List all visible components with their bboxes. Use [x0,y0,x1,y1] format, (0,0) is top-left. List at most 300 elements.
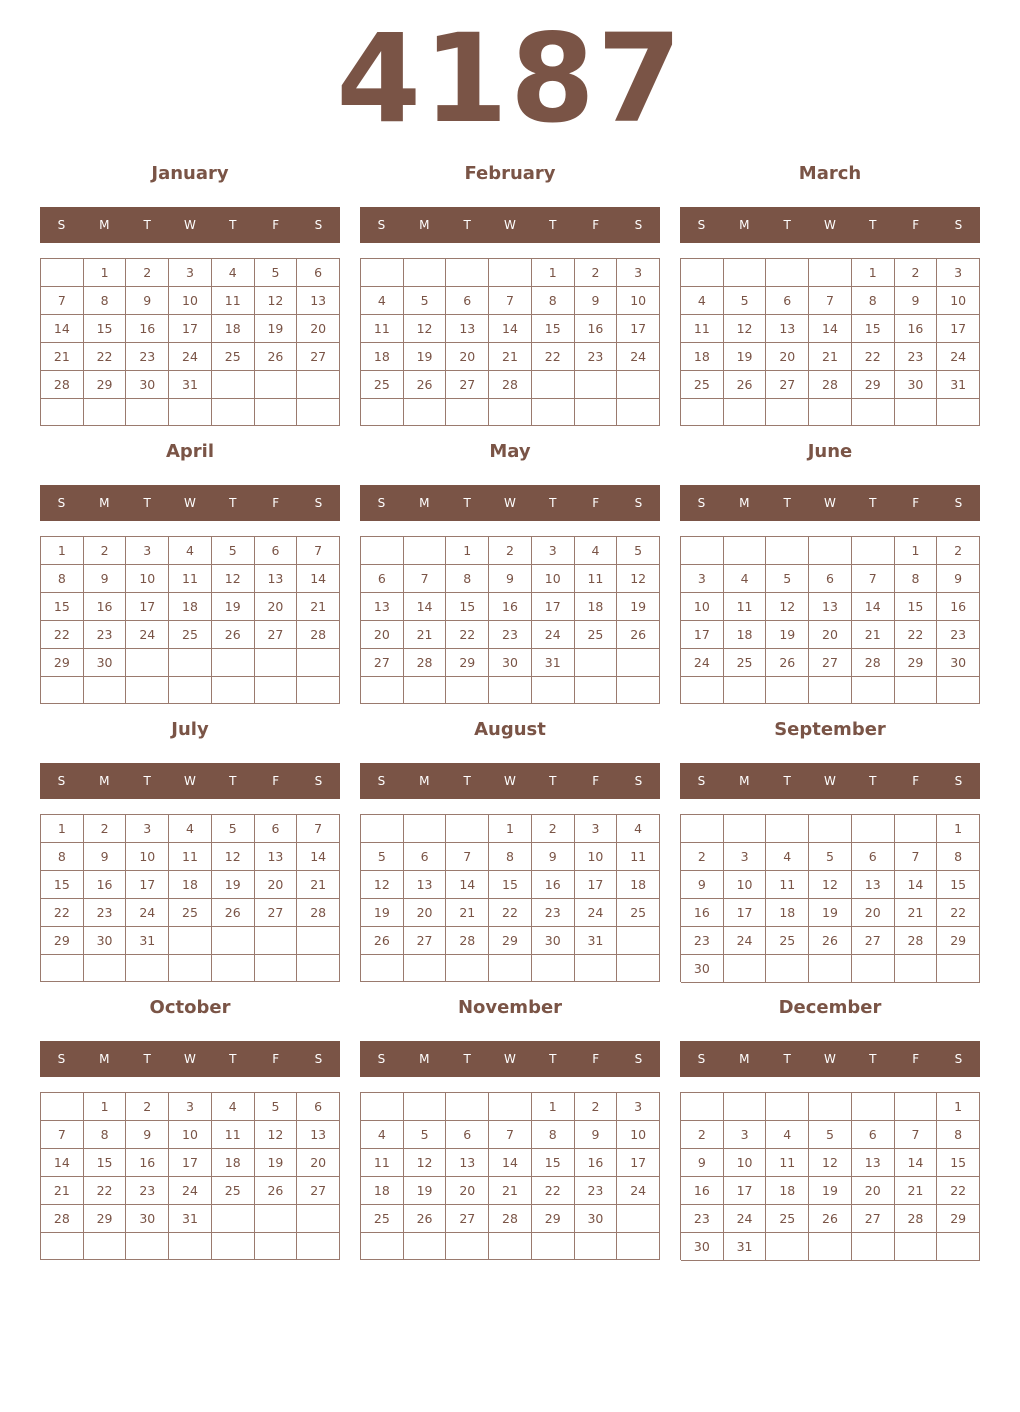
day-cell[interactable]: 24 [532,621,575,649]
day-cell[interactable]: 22 [446,621,489,649]
day-cell[interactable]: 16 [489,593,532,621]
day-cell[interactable]: 3 [575,815,618,843]
day-cell[interactable]: 23 [681,1205,724,1233]
day-cell[interactable]: 30 [126,371,169,399]
day-cell[interactable]: 15 [84,1149,127,1177]
day-cell[interactable]: 17 [937,315,980,343]
day-cell[interactable]: 24 [169,1177,212,1205]
day-cell[interactable]: 5 [404,1121,447,1149]
day-cell[interactable]: 22 [41,621,84,649]
day-cell[interactable]: 2 [84,537,127,565]
day-cell[interactable]: 28 [809,371,852,399]
day-cell[interactable]: 22 [532,1177,575,1205]
day-cell[interactable]: 13 [255,565,298,593]
day-cell[interactable]: 7 [41,287,84,315]
day-cell[interactable]: 29 [489,927,532,955]
day-cell[interactable]: 22 [895,621,938,649]
day-cell[interactable]: 17 [126,593,169,621]
day-cell[interactable]: 17 [724,1177,767,1205]
day-cell[interactable]: 16 [895,315,938,343]
day-cell[interactable]: 15 [852,315,895,343]
day-cell[interactable]: 12 [809,871,852,899]
day-cell[interactable]: 21 [446,899,489,927]
day-cell[interactable]: 10 [937,287,980,315]
day-cell[interactable]: 7 [809,287,852,315]
day-cell[interactable]: 26 [361,927,404,955]
day-cell[interactable]: 13 [809,593,852,621]
day-cell[interactable]: 8 [532,287,575,315]
day-cell[interactable]: 25 [724,649,767,677]
day-cell[interactable]: 1 [41,537,84,565]
day-cell[interactable]: 3 [169,259,212,287]
day-cell[interactable]: 24 [617,1177,660,1205]
day-cell[interactable]: 21 [297,593,340,621]
day-cell[interactable]: 30 [681,955,724,983]
day-cell[interactable]: 7 [446,843,489,871]
day-cell[interactable]: 3 [532,537,575,565]
day-cell[interactable]: 10 [575,843,618,871]
day-cell[interactable]: 27 [852,1205,895,1233]
day-cell[interactable]: 1 [446,537,489,565]
day-cell[interactable]: 1 [84,1093,127,1121]
day-cell[interactable]: 15 [937,1149,980,1177]
day-cell[interactable]: 19 [617,593,660,621]
day-cell[interactable]: 5 [255,259,298,287]
day-cell[interactable]: 26 [617,621,660,649]
day-cell[interactable]: 20 [766,343,809,371]
day-cell[interactable]: 12 [255,287,298,315]
day-cell[interactable]: 15 [895,593,938,621]
day-cell[interactable]: 25 [681,371,724,399]
day-cell[interactable]: 9 [532,843,575,871]
day-cell[interactable]: 6 [361,565,404,593]
day-cell[interactable]: 24 [617,343,660,371]
day-cell[interactable]: 16 [126,315,169,343]
day-cell[interactable]: 8 [446,565,489,593]
day-cell[interactable]: 26 [724,371,767,399]
day-cell[interactable]: 10 [724,1149,767,1177]
day-cell[interactable]: 16 [126,1149,169,1177]
day-cell[interactable]: 2 [575,1093,618,1121]
day-cell[interactable]: 20 [361,621,404,649]
day-cell[interactable]: 11 [212,1121,255,1149]
day-cell[interactable]: 20 [297,315,340,343]
day-cell[interactable]: 4 [724,565,767,593]
day-cell[interactable]: 26 [766,649,809,677]
day-cell[interactable]: 27 [297,1177,340,1205]
day-cell[interactable]: 20 [852,1177,895,1205]
day-cell[interactable]: 12 [809,1149,852,1177]
day-cell[interactable]: 21 [895,1177,938,1205]
day-cell[interactable]: 13 [446,315,489,343]
day-cell[interactable]: 11 [766,871,809,899]
day-cell[interactable]: 31 [126,927,169,955]
day-cell[interactable]: 18 [212,315,255,343]
day-cell[interactable]: 18 [212,1149,255,1177]
day-cell[interactable]: 12 [724,315,767,343]
day-cell[interactable]: 21 [41,343,84,371]
day-cell[interactable]: 3 [126,537,169,565]
day-cell[interactable]: 25 [169,899,212,927]
day-cell[interactable]: 26 [212,621,255,649]
day-cell[interactable]: 27 [852,927,895,955]
day-cell[interactable]: 1 [937,815,980,843]
day-cell[interactable]: 29 [937,1205,980,1233]
day-cell[interactable]: 22 [937,1177,980,1205]
day-cell[interactable]: 27 [361,649,404,677]
day-cell[interactable]: 16 [84,871,127,899]
day-cell[interactable]: 27 [255,621,298,649]
day-cell[interactable]: 16 [681,899,724,927]
day-cell[interactable]: 7 [489,1121,532,1149]
day-cell[interactable]: 12 [404,1149,447,1177]
day-cell[interactable]: 15 [446,593,489,621]
day-cell[interactable]: 29 [84,1205,127,1233]
day-cell[interactable]: 19 [809,1177,852,1205]
day-cell[interactable]: 19 [766,621,809,649]
day-cell[interactable]: 12 [212,843,255,871]
day-cell[interactable]: 19 [404,1177,447,1205]
day-cell[interactable]: 21 [41,1177,84,1205]
day-cell[interactable]: 6 [255,815,298,843]
day-cell[interactable]: 10 [724,871,767,899]
day-cell[interactable]: 16 [84,593,127,621]
day-cell[interactable]: 15 [937,871,980,899]
day-cell[interactable]: 27 [446,1205,489,1233]
day-cell[interactable]: 14 [404,593,447,621]
day-cell[interactable]: 8 [489,843,532,871]
day-cell[interactable]: 7 [895,843,938,871]
day-cell[interactable]: 17 [169,1149,212,1177]
day-cell[interactable]: 2 [937,537,980,565]
day-cell[interactable]: 1 [895,537,938,565]
day-cell[interactable]: 8 [84,1121,127,1149]
day-cell[interactable]: 22 [532,343,575,371]
day-cell[interactable]: 30 [532,927,575,955]
day-cell[interactable]: 30 [575,1205,618,1233]
day-cell[interactable]: 6 [809,565,852,593]
day-cell[interactable]: 1 [84,259,127,287]
day-cell[interactable]: 24 [681,649,724,677]
day-cell[interactable]: 31 [532,649,575,677]
day-cell[interactable]: 26 [404,371,447,399]
day-cell[interactable]: 24 [575,899,618,927]
day-cell[interactable]: 11 [681,315,724,343]
day-cell[interactable]: 19 [809,899,852,927]
day-cell[interactable]: 6 [404,843,447,871]
day-cell[interactable]: 25 [212,1177,255,1205]
day-cell[interactable]: 5 [617,537,660,565]
day-cell[interactable]: 30 [937,649,980,677]
day-cell[interactable]: 25 [361,371,404,399]
day-cell[interactable]: 6 [446,287,489,315]
day-cell[interactable]: 5 [212,815,255,843]
day-cell[interactable]: 12 [361,871,404,899]
day-cell[interactable]: 13 [446,1149,489,1177]
day-cell[interactable]: 9 [126,1121,169,1149]
day-cell[interactable]: 22 [41,899,84,927]
day-cell[interactable]: 24 [937,343,980,371]
day-cell[interactable]: 23 [937,621,980,649]
day-cell[interactable]: 6 [852,1121,895,1149]
day-cell[interactable]: 2 [895,259,938,287]
day-cell[interactable]: 1 [489,815,532,843]
day-cell[interactable]: 28 [41,371,84,399]
day-cell[interactable]: 11 [169,843,212,871]
day-cell[interactable]: 2 [575,259,618,287]
day-cell[interactable]: 17 [617,315,660,343]
day-cell[interactable]: 12 [212,565,255,593]
day-cell[interactable]: 11 [212,287,255,315]
day-cell[interactable]: 23 [575,343,618,371]
day-cell[interactable]: 26 [809,927,852,955]
day-cell[interactable]: 11 [724,593,767,621]
day-cell[interactable]: 21 [809,343,852,371]
day-cell[interactable]: 20 [255,871,298,899]
day-cell[interactable]: 26 [212,899,255,927]
day-cell[interactable]: 11 [617,843,660,871]
day-cell[interactable]: 7 [297,815,340,843]
day-cell[interactable]: 28 [297,899,340,927]
day-cell[interactable]: 21 [489,343,532,371]
day-cell[interactable]: 9 [681,1149,724,1177]
day-cell[interactable]: 31 [937,371,980,399]
day-cell[interactable]: 31 [724,1233,767,1261]
day-cell[interactable]: 12 [255,1121,298,1149]
day-cell[interactable]: 5 [724,287,767,315]
day-cell[interactable]: 29 [937,927,980,955]
day-cell[interactable]: 25 [575,621,618,649]
day-cell[interactable]: 8 [937,1121,980,1149]
day-cell[interactable]: 12 [617,565,660,593]
day-cell[interactable]: 25 [766,927,809,955]
day-cell[interactable]: 15 [532,1149,575,1177]
day-cell[interactable]: 4 [681,287,724,315]
day-cell[interactable]: 26 [255,343,298,371]
day-cell[interactable]: 6 [255,537,298,565]
day-cell[interactable]: 4 [212,259,255,287]
day-cell[interactable]: 20 [852,899,895,927]
day-cell[interactable]: 24 [169,343,212,371]
day-cell[interactable]: 5 [255,1093,298,1121]
day-cell[interactable]: 18 [724,621,767,649]
day-cell[interactable]: 2 [126,1093,169,1121]
day-cell[interactable]: 3 [937,259,980,287]
day-cell[interactable]: 18 [766,1177,809,1205]
day-cell[interactable]: 19 [212,593,255,621]
day-cell[interactable]: 10 [126,565,169,593]
day-cell[interactable]: 31 [169,371,212,399]
day-cell[interactable]: 18 [766,899,809,927]
day-cell[interactable]: 16 [575,1149,618,1177]
day-cell[interactable]: 9 [84,843,127,871]
day-cell[interactable]: 2 [532,815,575,843]
day-cell[interactable]: 18 [575,593,618,621]
day-cell[interactable]: 1 [852,259,895,287]
day-cell[interactable]: 23 [895,343,938,371]
day-cell[interactable]: 14 [446,871,489,899]
day-cell[interactable]: 12 [766,593,809,621]
day-cell[interactable]: 31 [169,1205,212,1233]
day-cell[interactable]: 9 [84,565,127,593]
day-cell[interactable]: 11 [766,1149,809,1177]
day-cell[interactable]: 4 [361,287,404,315]
day-cell[interactable]: 4 [575,537,618,565]
day-cell[interactable]: 23 [126,343,169,371]
day-cell[interactable]: 4 [169,815,212,843]
day-cell[interactable]: 2 [126,259,169,287]
day-cell[interactable]: 1 [937,1093,980,1121]
day-cell[interactable]: 4 [766,843,809,871]
day-cell[interactable]: 14 [297,565,340,593]
day-cell[interactable]: 13 [297,1121,340,1149]
day-cell[interactable]: 10 [169,1121,212,1149]
day-cell[interactable]: 6 [297,259,340,287]
day-cell[interactable]: 22 [852,343,895,371]
day-cell[interactable]: 18 [169,871,212,899]
day-cell[interactable]: 29 [532,1205,575,1233]
day-cell[interactable]: 14 [895,871,938,899]
day-cell[interactable]: 24 [126,621,169,649]
day-cell[interactable]: 23 [575,1177,618,1205]
day-cell[interactable]: 13 [361,593,404,621]
day-cell[interactable]: 17 [575,871,618,899]
day-cell[interactable]: 24 [724,927,767,955]
day-cell[interactable]: 1 [532,1093,575,1121]
day-cell[interactable]: 28 [489,1205,532,1233]
day-cell[interactable]: 7 [404,565,447,593]
day-cell[interactable]: 31 [575,927,618,955]
day-cell[interactable]: 19 [212,871,255,899]
day-cell[interactable]: 29 [84,371,127,399]
day-cell[interactable]: 28 [895,1205,938,1233]
day-cell[interactable]: 24 [126,899,169,927]
day-cell[interactable]: 30 [84,927,127,955]
day-cell[interactable]: 9 [575,287,618,315]
day-cell[interactable]: 10 [617,287,660,315]
day-cell[interactable]: 15 [532,315,575,343]
day-cell[interactable]: 11 [575,565,618,593]
day-cell[interactable]: 16 [532,871,575,899]
day-cell[interactable]: 28 [895,927,938,955]
day-cell[interactable]: 17 [126,871,169,899]
day-cell[interactable]: 17 [724,899,767,927]
day-cell[interactable]: 29 [446,649,489,677]
day-cell[interactable]: 19 [404,343,447,371]
day-cell[interactable]: 22 [489,899,532,927]
day-cell[interactable]: 18 [617,871,660,899]
day-cell[interactable]: 25 [361,1205,404,1233]
day-cell[interactable]: 3 [724,843,767,871]
day-cell[interactable]: 27 [297,343,340,371]
day-cell[interactable]: 14 [41,1149,84,1177]
day-cell[interactable]: 12 [404,315,447,343]
day-cell[interactable]: 17 [681,621,724,649]
day-cell[interactable]: 4 [169,537,212,565]
day-cell[interactable]: 28 [297,621,340,649]
day-cell[interactable]: 21 [852,621,895,649]
day-cell[interactable]: 25 [766,1205,809,1233]
day-cell[interactable]: 22 [84,1177,127,1205]
day-cell[interactable]: 24 [724,1205,767,1233]
day-cell[interactable]: 7 [895,1121,938,1149]
day-cell[interactable]: 7 [489,287,532,315]
day-cell[interactable]: 6 [852,843,895,871]
day-cell[interactable]: 30 [895,371,938,399]
day-cell[interactable]: 13 [297,287,340,315]
day-cell[interactable]: 7 [297,537,340,565]
day-cell[interactable]: 26 [404,1205,447,1233]
day-cell[interactable]: 20 [297,1149,340,1177]
day-cell[interactable]: 27 [446,371,489,399]
day-cell[interactable]: 27 [255,899,298,927]
day-cell[interactable]: 23 [126,1177,169,1205]
day-cell[interactable]: 10 [169,287,212,315]
day-cell[interactable]: 30 [84,649,127,677]
day-cell[interactable]: 20 [446,1177,489,1205]
day-cell[interactable]: 9 [489,565,532,593]
day-cell[interactable]: 11 [361,315,404,343]
day-cell[interactable]: 28 [404,649,447,677]
day-cell[interactable]: 3 [617,259,660,287]
day-cell[interactable]: 5 [361,843,404,871]
day-cell[interactable]: 9 [895,287,938,315]
day-cell[interactable]: 17 [532,593,575,621]
day-cell[interactable]: 30 [681,1233,724,1261]
day-cell[interactable]: 3 [126,815,169,843]
day-cell[interactable]: 20 [809,621,852,649]
day-cell[interactable]: 5 [766,565,809,593]
day-cell[interactable]: 9 [126,287,169,315]
day-cell[interactable]: 8 [895,565,938,593]
day-cell[interactable]: 28 [446,927,489,955]
day-cell[interactable]: 9 [937,565,980,593]
day-cell[interactable]: 29 [852,371,895,399]
day-cell[interactable]: 8 [41,565,84,593]
day-cell[interactable]: 10 [126,843,169,871]
day-cell[interactable]: 5 [809,843,852,871]
day-cell[interactable]: 9 [575,1121,618,1149]
day-cell[interactable]: 23 [681,927,724,955]
day-cell[interactable]: 8 [84,287,127,315]
day-cell[interactable]: 2 [489,537,532,565]
day-cell[interactable]: 6 [446,1121,489,1149]
day-cell[interactable]: 28 [852,649,895,677]
day-cell[interactable]: 5 [809,1121,852,1149]
day-cell[interactable]: 20 [255,593,298,621]
day-cell[interactable]: 21 [489,1177,532,1205]
day-cell[interactable]: 21 [895,899,938,927]
day-cell[interactable]: 5 [212,537,255,565]
day-cell[interactable]: 18 [169,593,212,621]
day-cell[interactable]: 17 [617,1149,660,1177]
day-cell[interactable]: 4 [766,1121,809,1149]
day-cell[interactable]: 4 [212,1093,255,1121]
day-cell[interactable]: 20 [404,899,447,927]
day-cell[interactable]: 18 [681,343,724,371]
day-cell[interactable]: 29 [895,649,938,677]
day-cell[interactable]: 4 [361,1121,404,1149]
day-cell[interactable]: 14 [809,315,852,343]
day-cell[interactable]: 4 [617,815,660,843]
day-cell[interactable]: 7 [41,1121,84,1149]
day-cell[interactable]: 22 [937,899,980,927]
day-cell[interactable]: 22 [84,343,127,371]
day-cell[interactable]: 28 [489,371,532,399]
day-cell[interactable]: 25 [617,899,660,927]
day-cell[interactable]: 13 [255,843,298,871]
day-cell[interactable]: 25 [212,343,255,371]
